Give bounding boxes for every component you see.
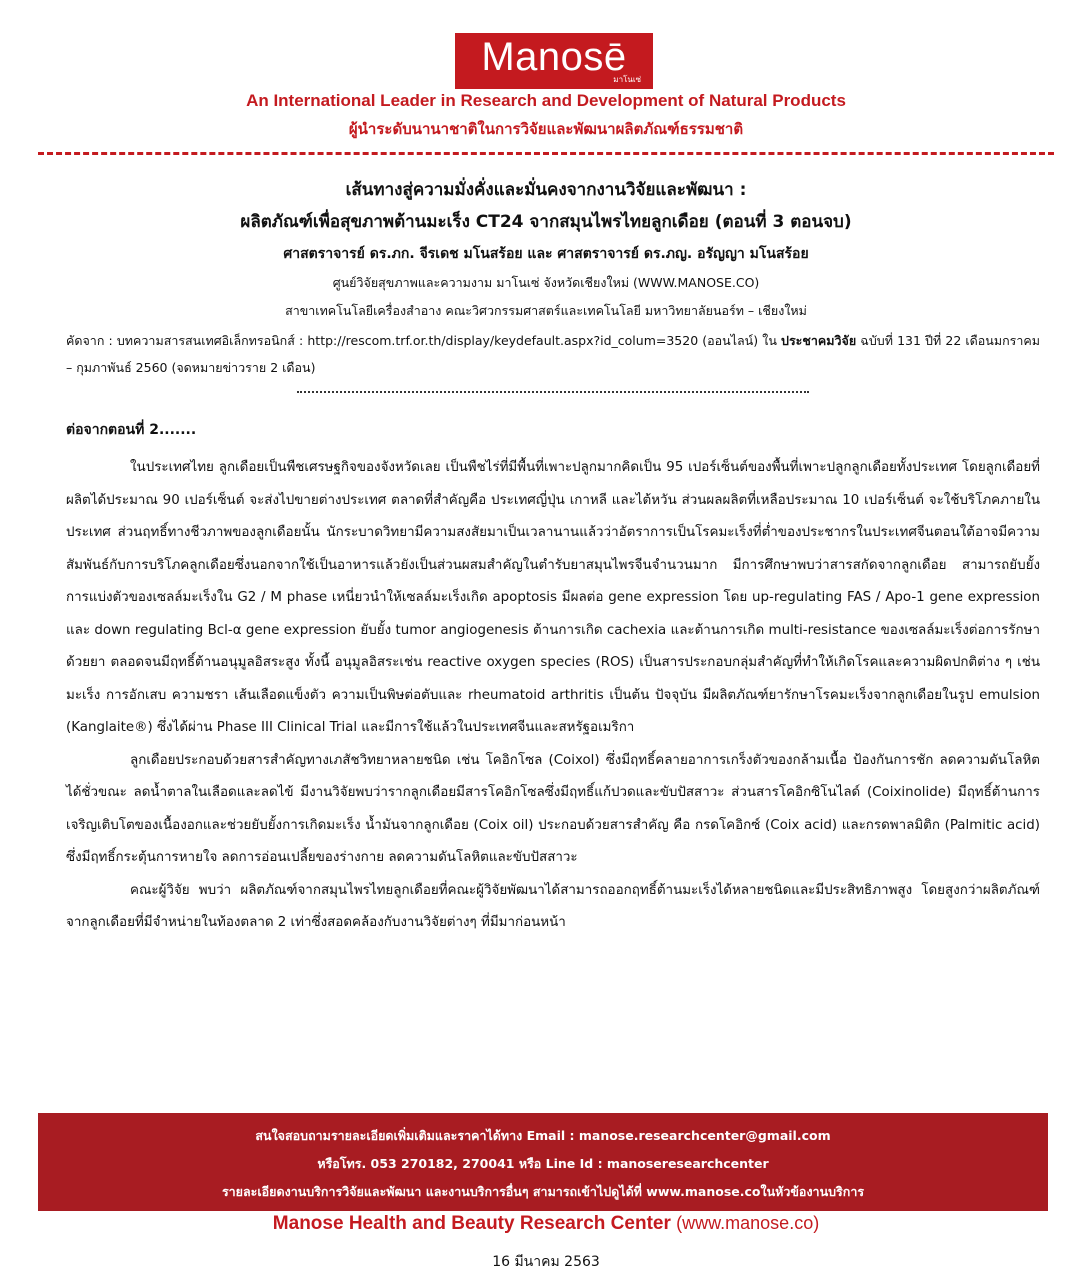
logo-brand-text: Manosē [481, 35, 627, 79]
dotted-separator [297, 391, 809, 393]
tagline-thai: ผู้นำระดับนานาชาติในการวิจัยและพัฒนาผลิตภัณฑ์ธรรมชาติ [348, 120, 744, 138]
footer-phone-line: หรือโทร. 053 270182, 270041 หรือ Line Id : manoseresearchcenter [317, 1156, 769, 1171]
dashed-divider [38, 152, 1054, 155]
body-paragraph-2: ลูกเดือยประกอบด้วยสารสำคัญทางเภสัชวิทยาหลายชนิด เช่น โคอิกโซล (Coixol) ซึ่งมีฤทธิ์คลายอาการเกร็งตัวของกล้ามเนื้อ ป้องกันการชัก ลดความดันโลหิตได้ชั่วขณะ ลดน้ำตาลในเลือดและลดไข้ มีงานวิจัยพบว่ารากลูกเดือยมีสารโคอิกโซลซึ่งมีฤทธิ์แก้ปวดและขับปัสสาวะ ส่วนสารโคอิกซิโนไลด์ (Coixinolide) มีฤทธิ์ต้านการเจริญเติบโตของเนื้องอกและช่วยยับยั้งการเกิดมะเร็ง น้ำมันจากลูกเดือย (Coix oil) ประกอบด้วยสารสำคัญ คือ กรดโคอิกซ์ (Coix acid) และกรดพาลมิติก (Palmitic acid) ซึ่งมีฤทธิ์กระตุ้นการหายใจ ลดการอ่อนเปลี้ยของร่างกาย ลดความดันโลหิตและขับปัสสาวะ [66, 752, 1040, 865]
article-authors: ศาสตราจารย์ ดร.ภก. จีรเดช มโนสร้อย และ ศาสตราจารย์ ดร.ภญ. อรัญญา มโนสร้อย [283, 246, 809, 262]
body-paragraph-3: คณะผู้วิจัย พบว่า ผลิตภัณฑ์จากสมุนไพรไทยลูกเดือยที่คณะผู้วิจัยพัฒนาได้สามารถออกฤทธิ์ต้านมะเร็งได้หลายชนิดและมีประสิทธิภาพสูง โดยสูงกว่าผลิตภัณฑ์จากลูกเดือยที่มีจำหน่ายในท้องตลาด 2 เท่าซึ่งสอดคล้องกับงานวิจัยต่างๆ ที่มีมาก่อนหน้า [66, 882, 1040, 930]
logo-brand-thai: มาโนเซ่ [613, 75, 641, 84]
footer-email-line: สนใจสอบถามรายละเอียดเพิ่มเติมและราคาได้ทาง Email : manose.researchcenter@gmail.com [255, 1128, 831, 1143]
source-suffix: ฉบับที่ 131 ปีที่ 22 เดือนมกราคม – กุมภาพันธ์ 2560 (จดหมายข่าวราย 2 เดือน) [66, 333, 1040, 375]
document-date: 16 มีนาคม 2563 [492, 1254, 600, 1270]
tagline-english: An International Leader in Research and Development of Natural Products [246, 91, 846, 110]
affiliation-1: ศูนย์วิจัยสุขภาพและความงาม มาโนเซ่ จังหวัดเชียงใหม่ (WWW.MANOSE.CO) [332, 275, 760, 290]
source-prefix: คัดจาก : บทความสารสนเทศอิเล็กทรอนิกส์ : http://rescom.trf.or.th/display/keydefault.aspx?id_colum=3520 (ออนไลน์) ใน [66, 333, 782, 348]
manose-logo [455, 33, 653, 89]
article-title-line2: ผลิตภัณฑ์เพื่อสุขภาพต้านมะเร็ง CT24 จากสมุนไพรไทยลูกเดือย (ตอนที่ 3 ตอนจบ) [240, 212, 852, 232]
contact-footer-box [38, 1113, 1048, 1211]
source-citation [66, 327, 1040, 381]
article-body [66, 452, 1040, 940]
article-title-line1: เส้นทางสู่ความมั่งคั่งและมั่นคงจากงานวิจัยและพัฒนา : [345, 180, 747, 200]
body-paragraph-1: ในประเทศไทย ลูกเดือยเป็นพืชเศรษฐกิจของจังหวัดเลย เป็นพืชไร่ที่มีพื้นที่เพาะปลูกมากคิดเป็น 95 เปอร์เซ็นต์ของพื้นที่เพาะปลูกลูกเดือยทั้งประเทศ โดยลูกเดือยที่ผลิตได้ประมาณ 90 เปอร์เซ็นต์ จะส่งไปขายต่างประเทศ ตลาดที่สำคัญคือ ประเทศญี่ปุ่น เกาหลี และไต้หวัน ส่วนผลผลิตที่เหลือประมาณ 10 เปอร์เซ็นต์ จะใช้บริโภคภายในประเทศ ส่วนฤทธิ์ทางชีวภาพของลูกเดือยนั้น นักระบาดวิทยามีความสงสัยมาเป็นเวลานานแล้วว่าอัตราการเป็นโรคมะเร็งที่ต่ำของประชากรในประเทศจีนตอนใต้อาจมีความสัมพันธ์กับการบริโภคลูกเดือยซึ่งนอกจากใช้เป็นอาหารแล้วยังเป็นส่วนผสมสำคัญในตำรับยาสมุนไพรจีนจำนวนมาก มีการศึกษาพบว่าสารสกัดจากลูกเดือย สามารถยับยั้งการแบ่งตัวของเซลล์มะเร็งใน G2 / M phase เหนี่ยวนำให้เซลล์มะเร็งเกิด apoptosis มีผลต่อ gene expression โดย up-regulating FAS / Apo-1 gene expression และ down regulating Bcl-α gene expression ยับยั้ง tumor angiogenesis ต้านการเกิด cachexia และต้านการเกิด multi-resistance ของเซลล์มะเร็งต่อการรักษาด้วยยา ตลอดจนมีฤทธิ์ต้านอนุมูลอิสระสูง ทั้งนี้ อนุมูลอิสระเช่น reactive oxygen species (ROS) เป็นสารประกอบกลุ่มสำคัญที่ทำให้เกิดโรคและความผิดปกติต่าง ๆ เช่น มะเร็ง การอักเสบ ความชรา เส้นเลือดแข็งตัว ความเป็นพิษต่อตับและ rheumatoid arthritis เป็นต้น ปัจจุบัน มีผลิตภัณฑ์ยารักษาโรคมะเร็งจากลูกเดือยในรูป emulsion (Kanglaite®) ซึ่งได้ผ่าน Phase III Clinical Trial และมีการใช้แล้วในประเทศจีนและสหรัฐอเมริกา [66, 460, 1040, 735]
footer-services-line: รายละเอียดงานบริการวิจัยและพัฒนา และงานบริการอื่นๆ สามารถเข้าไปดูได้ที่ www.manose.coในหัวข้องานบริการ [221, 1184, 865, 1199]
center-name-text: Manose Health and Beauty Research Center [272, 1213, 671, 1234]
continued-label: ต่อจากตอนที่ 2....... [66, 422, 197, 438]
center-url: (www.manose.co) [676, 1213, 820, 1233]
source-journal: ประชาคมวิจัย [781, 333, 857, 348]
affiliation-2: สาขาเทคโนโลยีเครื่องสำอาง คณะวิศวกรรมศาสตร์และเทคโนโลยี มหาวิทยาลัยนอร์ท – เชียงใหม่ [285, 303, 807, 318]
research-center-name [0, 1213, 1092, 1235]
